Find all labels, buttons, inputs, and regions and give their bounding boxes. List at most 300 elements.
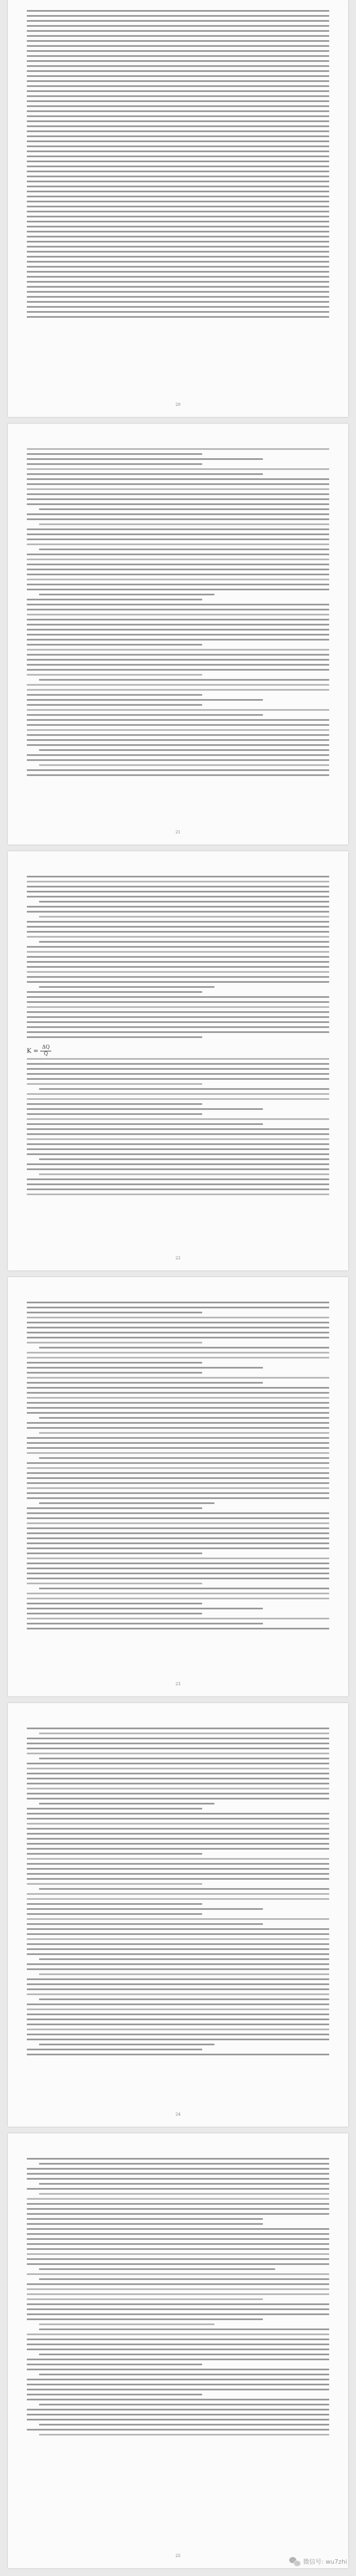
text-line — [27, 261, 329, 263]
text-line — [27, 2003, 329, 2005]
text-line — [27, 1913, 202, 1915]
text-line — [27, 976, 329, 978]
text-line — [27, 1818, 329, 1820]
text-line — [27, 996, 329, 998]
text-line — [27, 1553, 202, 1554]
text-line — [39, 523, 329, 525]
text-line — [39, 1998, 329, 2000]
text-line — [27, 1462, 329, 1464]
watermark — [289, 2557, 347, 2566]
text-line — [27, 991, 202, 993]
text-line — [27, 1163, 329, 1165]
text-line — [27, 1168, 329, 1170]
text-line — [27, 1026, 329, 1028]
text-line — [27, 699, 263, 701]
document-page — [8, 424, 348, 845]
text-line — [27, 554, 329, 555]
page-number: 20 — [175, 402, 181, 407]
text-line — [39, 1347, 329, 1348]
text-line — [27, 135, 329, 137]
text-line — [27, 110, 329, 112]
page-body — [27, 876, 329, 1199]
text-line — [39, 916, 329, 918]
text-line — [27, 2238, 329, 2240]
text-line — [27, 236, 329, 237]
text-line — [27, 1993, 329, 1995]
text-line — [27, 1332, 329, 1333]
text-line — [27, 1578, 329, 1579]
text-line — [27, 2034, 329, 2035]
text-line — [27, 473, 263, 475]
text-line — [39, 901, 329, 903]
text-line — [27, 513, 329, 515]
text-line — [27, 1948, 329, 1950]
page-body — [27, 10, 329, 321]
text-line — [27, 80, 329, 82]
text-line — [27, 161, 329, 162]
text-line — [27, 1823, 329, 1825]
text-line — [27, 125, 329, 127]
text-line — [27, 1903, 202, 1905]
text-line — [27, 1327, 329, 1328]
text-line — [39, 1958, 329, 1960]
text-line — [27, 1093, 329, 1095]
text-line — [27, 1036, 202, 1038]
text-line — [27, 1983, 329, 1985]
text-line — [27, 1743, 329, 1744]
text-line — [27, 1933, 329, 1935]
text-line — [27, 483, 329, 485]
text-line — [27, 1302, 329, 1303]
text-line — [27, 599, 202, 600]
text-line — [27, 614, 329, 615]
page-body — [27, 2158, 329, 2439]
text-line — [27, 503, 329, 505]
text-line — [27, 10, 329, 12]
page-number: 25 — [175, 2554, 181, 2558]
text-line — [27, 1477, 329, 1479]
page-body — [27, 1302, 329, 1633]
text-line — [27, 2389, 329, 2390]
text-line — [39, 1417, 329, 1419]
text-line — [27, 1073, 329, 1075]
document-page — [8, 1703, 348, 2127]
text-line — [27, 186, 329, 187]
text-line — [27, 886, 329, 887]
text-line — [27, 45, 329, 47]
text-line — [27, 2233, 329, 2235]
text-line — [27, 589, 329, 590]
text-line — [27, 1492, 329, 1494]
text-line — [39, 594, 214, 595]
text-line — [27, 946, 329, 948]
text-line — [39, 2323, 214, 2325]
text-line — [27, 1527, 329, 1529]
text-line — [27, 1753, 329, 1754]
text-line — [27, 171, 329, 172]
text-line — [27, 664, 329, 666]
text-line — [27, 1583, 202, 1584]
text-line — [27, 1103, 202, 1105]
formula-denominator: Q — [43, 1051, 48, 1057]
text-line — [27, 2293, 329, 2295]
text-line — [27, 533, 329, 535]
text-line — [27, 1748, 329, 1749]
text-line — [27, 936, 329, 938]
text-line — [27, 2344, 329, 2345]
text-line — [27, 1098, 329, 1100]
text-line — [27, 1387, 329, 1389]
text-line — [27, 981, 329, 983]
text-line — [27, 311, 329, 313]
text-line — [27, 2019, 329, 2020]
text-line — [27, 684, 329, 686]
text-line — [27, 1618, 329, 1619]
text-line — [27, 2339, 329, 2340]
text-line — [27, 176, 329, 177]
text-line — [27, 609, 329, 610]
text-line — [27, 2318, 263, 2320]
text-line — [27, 1063, 329, 1065]
text-line — [27, 201, 329, 202]
text-line — [27, 145, 329, 147]
text-line — [39, 2424, 329, 2425]
text-line — [27, 518, 329, 520]
text-line — [27, 881, 329, 882]
text-line — [39, 941, 329, 943]
text-line — [27, 1113, 202, 1115]
text-line — [27, 156, 329, 157]
text-line — [27, 1317, 329, 1318]
text-line — [27, 75, 329, 77]
text-line — [27, 291, 329, 293]
text-line — [27, 544, 329, 545]
text-line — [27, 2349, 329, 2350]
text-line — [27, 709, 329, 711]
text-line — [27, 2158, 329, 2160]
text-line — [27, 453, 202, 455]
text-line — [27, 1943, 329, 1945]
text-line — [27, 2359, 329, 2360]
text-line — [27, 316, 329, 318]
text-line — [27, 2228, 329, 2230]
text-line — [27, 30, 329, 32]
text-line — [27, 1507, 202, 1509]
text-line — [27, 1598, 329, 1599]
text-line — [27, 468, 329, 470]
text-line — [27, 2208, 329, 2210]
text-line — [39, 2278, 329, 2280]
text-line — [27, 488, 329, 490]
text-line — [27, 559, 329, 560]
text-line — [27, 644, 202, 646]
text-line — [27, 151, 329, 152]
text-line — [27, 1833, 329, 1835]
text-line — [27, 1537, 329, 1539]
text-line — [27, 1437, 329, 1439]
text-line — [27, 181, 329, 182]
text-line — [27, 1788, 329, 1789]
text-line — [27, 906, 329, 908]
text-line — [27, 458, 263, 460]
text-line — [27, 1392, 329, 1394]
text-line — [27, 276, 329, 278]
text-line — [39, 549, 329, 550]
text-line — [27, 55, 329, 57]
text-line — [27, 15, 329, 17]
text-line — [27, 498, 329, 500]
text-line — [27, 2298, 263, 2300]
text-line — [27, 1178, 329, 1180]
text-line — [27, 2419, 329, 2420]
text-line — [27, 1623, 263, 1624]
text-line — [27, 1357, 329, 1359]
text-line — [27, 65, 329, 67]
text-line — [27, 1472, 329, 1474]
text-line — [27, 296, 329, 298]
text-line — [27, 921, 329, 923]
text-line — [27, 2188, 329, 2190]
text-line — [39, 1173, 329, 1175]
text-line — [27, 1367, 263, 1369]
text-line — [39, 1888, 329, 1890]
text-line — [27, 1573, 329, 1574]
text-line — [27, 1813, 329, 1815]
text-line — [27, 1873, 329, 1875]
text-line — [27, 1128, 329, 1130]
text-line — [27, 1512, 329, 1514]
text-line — [27, 528, 329, 530]
text-line — [27, 306, 329, 308]
text-line — [39, 1088, 329, 1090]
text-line — [27, 1188, 329, 1190]
text-line — [27, 754, 329, 756]
text-line — [27, 1558, 329, 1559]
text-line — [27, 624, 329, 625]
text-line — [27, 2288, 329, 2290]
text-line — [27, 1133, 329, 1135]
text-line — [27, 704, 202, 706]
text-line — [27, 1828, 329, 1830]
text-line — [27, 206, 329, 207]
text-line — [27, 654, 329, 656]
text-line — [27, 1728, 329, 1729]
text-line — [27, 1738, 329, 1739]
text-line — [39, 2183, 329, 2185]
text-line — [27, 281, 329, 283]
text-line — [39, 1973, 329, 1975]
text-line — [27, 1563, 329, 1564]
text-line — [27, 105, 329, 107]
page-number: 21 — [175, 830, 181, 835]
wechat-icon — [289, 2557, 300, 2566]
text-line — [27, 1522, 329, 1524]
text-line — [27, 115, 329, 117]
text-line — [27, 1011, 329, 1013]
text-line — [27, 1183, 329, 1185]
text-line — [27, 564, 329, 565]
text-line — [27, 2303, 329, 2305]
text-line — [27, 659, 329, 661]
text-line — [27, 669, 329, 671]
text-line — [27, 926, 329, 928]
text-line — [27, 1497, 329, 1499]
text-line — [27, 1603, 202, 1604]
text-line — [27, 714, 263, 716]
text-line — [27, 1058, 329, 1060]
text-line — [27, 1407, 329, 1409]
text-line — [27, 739, 329, 741]
text-line — [27, 2014, 329, 2015]
text-line — [27, 2203, 329, 2205]
text-line — [27, 1153, 329, 1155]
text-line — [27, 1798, 329, 1799]
text-line — [27, 2039, 329, 2040]
formula-fraction — [40, 1045, 51, 1057]
text-line — [27, 1083, 202, 1085]
text-line — [27, 1118, 329, 1120]
text-line — [27, 478, 329, 480]
text-line — [27, 85, 329, 87]
text-line — [27, 1613, 202, 1614]
text-line — [27, 2054, 329, 2055]
text-line — [27, 1078, 329, 1080]
text-line — [27, 448, 329, 450]
text-line — [27, 769, 329, 771]
text-line — [27, 891, 329, 892]
text-line — [39, 1803, 214, 1804]
text-line — [27, 2379, 329, 2380]
text-line — [27, 2399, 329, 2400]
formula-numerator: ΔQ — [40, 1045, 51, 1051]
text-line — [27, 584, 329, 585]
text-line — [27, 2394, 202, 2395]
text-line — [27, 1838, 329, 1840]
text-line — [27, 1968, 329, 1970]
text-line — [27, 266, 329, 268]
text-line — [27, 1447, 329, 1449]
text-line — [27, 1988, 329, 1990]
text-line — [27, 130, 329, 132]
text-line — [27, 1953, 329, 1955]
text-line — [27, 256, 329, 258]
formula — [27, 1045, 51, 1057]
text-line — [27, 1362, 202, 1364]
text-line — [27, 1898, 329, 1900]
document-page — [8, 2133, 348, 2568]
text-line — [27, 604, 329, 605]
text-line — [27, 619, 329, 620]
text-line — [39, 2163, 329, 2165]
text-line — [39, 1457, 329, 1459]
text-line — [27, 1312, 202, 1313]
text-line — [27, 1148, 329, 1150]
text-line — [39, 679, 329, 681]
text-line — [27, 1442, 329, 1444]
text-line — [27, 231, 329, 232]
text-line — [27, 2178, 329, 2180]
text-line — [27, 120, 329, 122]
text-line — [39, 2354, 329, 2355]
text-line — [27, 1593, 329, 1594]
text-line — [27, 1412, 329, 1414]
text-line — [27, 1923, 263, 1925]
text-line — [27, 1068, 329, 1070]
text-line — [27, 1608, 263, 1609]
text-line — [27, 1016, 329, 1018]
text-line — [39, 986, 214, 988]
text-line — [27, 241, 329, 242]
text-line — [27, 1863, 329, 1865]
text-line — [27, 271, 329, 273]
text-line — [27, 2223, 263, 2225]
text-line — [27, 35, 329, 37]
text-line — [27, 719, 329, 721]
text-line — [27, 251, 329, 253]
text-line — [27, 1763, 329, 1764]
text-line — [27, 1487, 329, 1489]
text-line — [39, 1502, 214, 1504]
text-line — [27, 1031, 329, 1033]
text-line — [39, 508, 329, 510]
text-line — [27, 1377, 329, 1379]
text-line — [27, 759, 329, 761]
text-line — [27, 1143, 329, 1145]
text-line — [39, 2268, 275, 2270]
text-line — [39, 749, 329, 751]
text-line — [27, 1194, 329, 1195]
text-line — [27, 1768, 329, 1769]
text-line — [27, 191, 329, 192]
text-line — [27, 1893, 329, 1895]
text-line — [27, 2273, 329, 2275]
text-line — [27, 2334, 329, 2335]
text-line — [27, 911, 329, 913]
text-line — [27, 1138, 329, 1140]
text-line — [27, 1783, 329, 1784]
text-line — [27, 90, 329, 92]
text-line — [27, 1773, 329, 1774]
text-line — [27, 216, 329, 217]
text-line — [39, 2193, 329, 2195]
text-line — [27, 1628, 329, 1629]
text-line — [27, 2168, 329, 2170]
text-line — [27, 463, 202, 465]
text-line — [27, 639, 329, 641]
text-line — [27, 95, 329, 97]
text-line — [27, 2283, 329, 2285]
text-line — [39, 2044, 214, 2045]
text-line — [27, 1422, 329, 1424]
text-line — [27, 774, 329, 776]
text-line — [27, 301, 329, 303]
text-line — [27, 1001, 329, 1003]
page-number: 22 — [175, 1256, 181, 1260]
text-line — [27, 956, 329, 958]
text-line — [27, 1963, 329, 1965]
formula-lhs: K = — [27, 1047, 41, 1055]
text-line — [27, 1467, 329, 1469]
text-line — [27, 166, 329, 167]
text-line — [27, 25, 329, 27]
text-line — [27, 896, 329, 898]
text-line — [39, 1588, 329, 1589]
text-line — [27, 734, 329, 736]
text-line — [27, 1517, 329, 1519]
text-line — [27, 50, 329, 52]
text-line — [27, 966, 329, 968]
text-line — [27, 2248, 329, 2250]
